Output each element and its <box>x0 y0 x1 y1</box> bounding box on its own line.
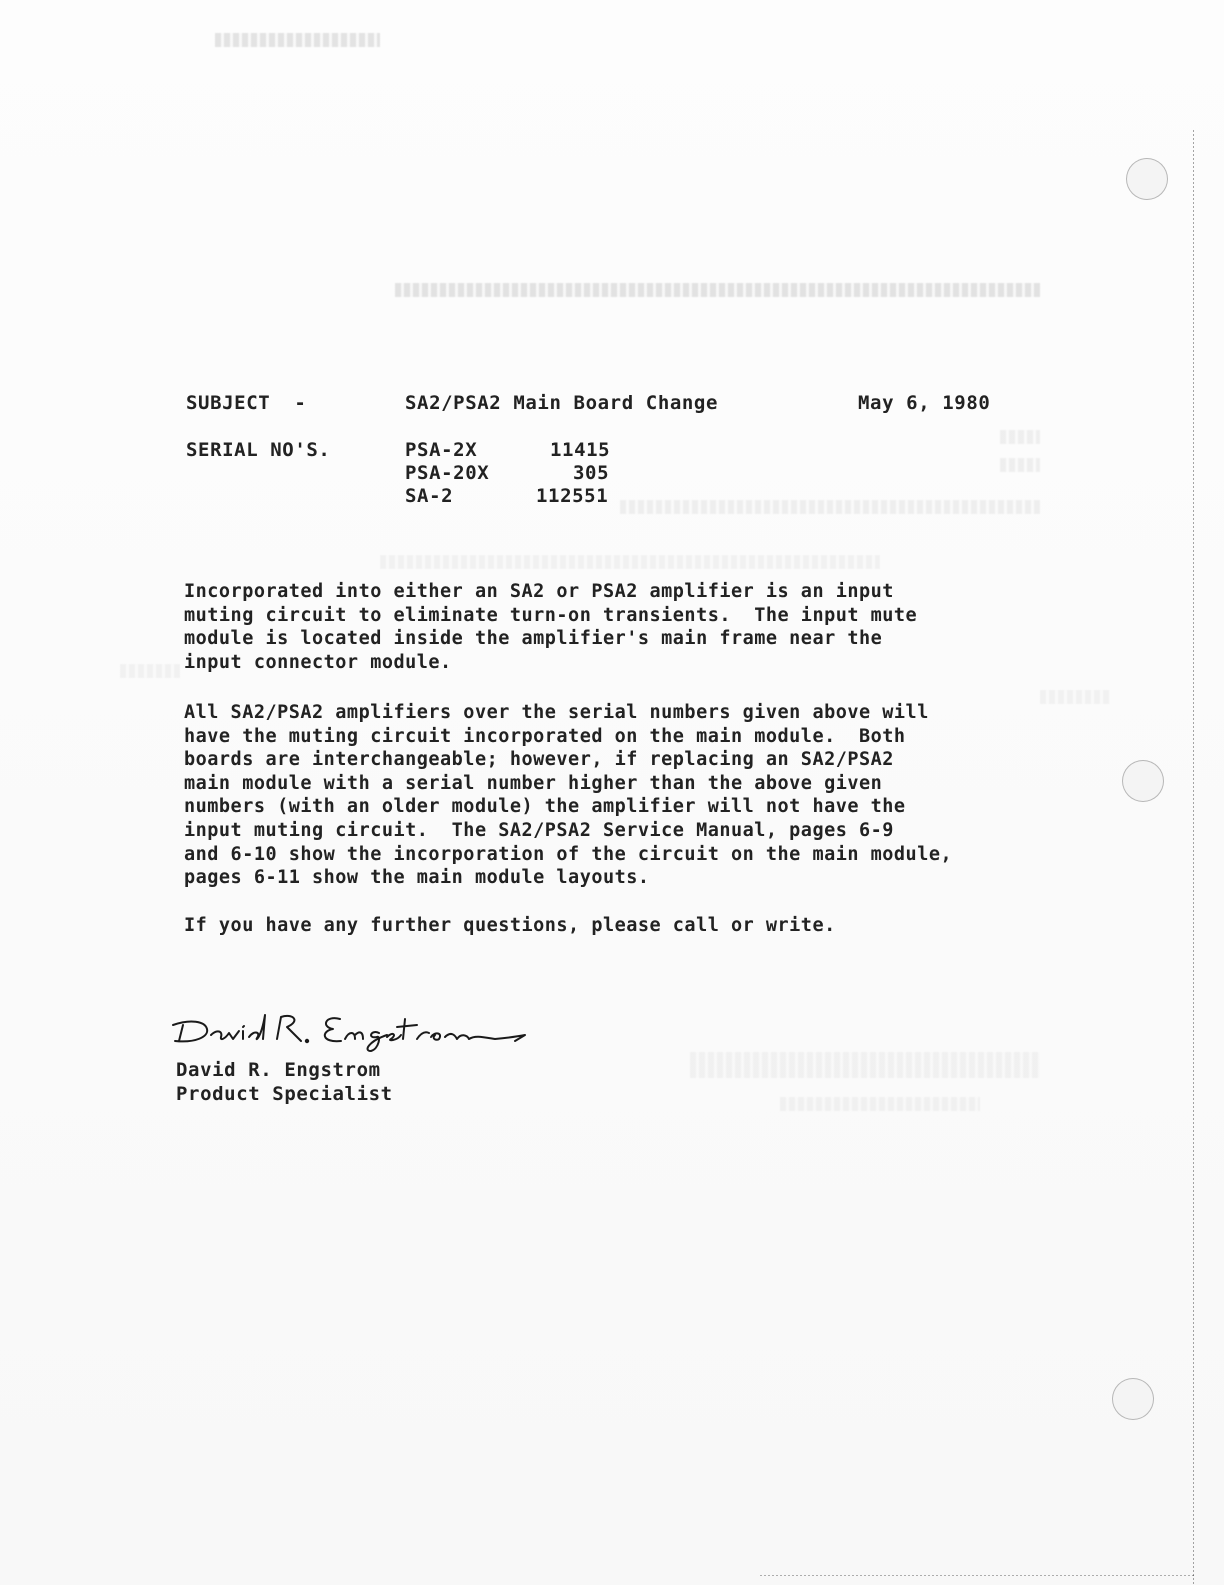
bleed-through-line <box>1040 690 1110 704</box>
paragraph-line: Incorporated into either an SA2 or PSA2 amplifier is an input <box>184 581 894 602</box>
bleed-through-line <box>1000 430 1040 444</box>
handwritten-signature <box>165 1005 535 1055</box>
paragraph-line: pages 6-11 show the main module layouts. <box>184 867 650 889</box>
paragraph-line: muting circuit to eliminate turn-on transients. The input mute <box>184 604 918 626</box>
body-paragraph-2 <box>184 701 1044 890</box>
serial-model: SA-2 <box>405 485 454 507</box>
paragraph-line: numbers (with an older module) the amplifier will not have the <box>184 796 906 818</box>
bleed-through-signature <box>690 1052 1040 1078</box>
paragraph-line: boards are interchangeable; however, if replacing an SA2/PSA2 <box>184 749 894 771</box>
subject-label: SUBJECT - <box>186 392 307 414</box>
body-paragraph-1 <box>184 580 1044 674</box>
punch-hole-bottom <box>1112 1378 1154 1420</box>
serial-model: PSA-2X <box>405 439 478 461</box>
bleed-through-line <box>1000 458 1040 472</box>
paragraph-line: input muting circuit. The SA2/PSA2 Service Manual, pages 6-9 <box>184 819 894 841</box>
paragraph-line: input connector module. <box>184 651 452 673</box>
bleed-through-name <box>780 1097 980 1111</box>
serial-label: SERIAL NO'S. <box>186 439 331 461</box>
paragraph-line: have the muting circuit incorporated on the main module. Both <box>184 725 906 747</box>
paragraph-line: main module with a serial number higher than the above given <box>184 772 883 794</box>
closing-text: If you have any further questions, please call or write. <box>184 915 836 936</box>
punch-hole-middle <box>1122 760 1164 802</box>
bleed-through-line <box>620 500 1040 514</box>
signatory-name: David R. Engstrom <box>176 1059 381 1081</box>
bleed-through-heading <box>395 283 1040 297</box>
memo-date: May 6, 1980 <box>858 392 991 414</box>
paragraph-line: and 6-10 show the incorporation of the circuit on the main module, <box>184 843 953 865</box>
signatory-title: Product Specialist <box>176 1083 393 1105</box>
serial-model: PSA-20X <box>405 462 490 484</box>
serial-number: 112551 <box>536 485 609 507</box>
page-edge-bottom <box>760 1575 1195 1576</box>
punch-hole-top <box>1126 158 1168 200</box>
bleed-through-line <box>120 664 180 678</box>
paragraph-line: module is located inside the amplifier's main frame near the <box>184 628 883 650</box>
serial-number: 305 <box>573 462 610 484</box>
bleed-through-line <box>380 555 880 569</box>
paragraph-line: All SA2/PSA2 amplifiers over the serial numbers given above will <box>184 702 929 723</box>
closing-line <box>184 914 1044 938</box>
serial-number: 11415 <box>550 439 611 461</box>
subject-title: SA2/PSA2 Main Board Change <box>405 392 719 414</box>
page-edge-right <box>1193 130 1194 1585</box>
bleed-through-top <box>215 33 380 47</box>
